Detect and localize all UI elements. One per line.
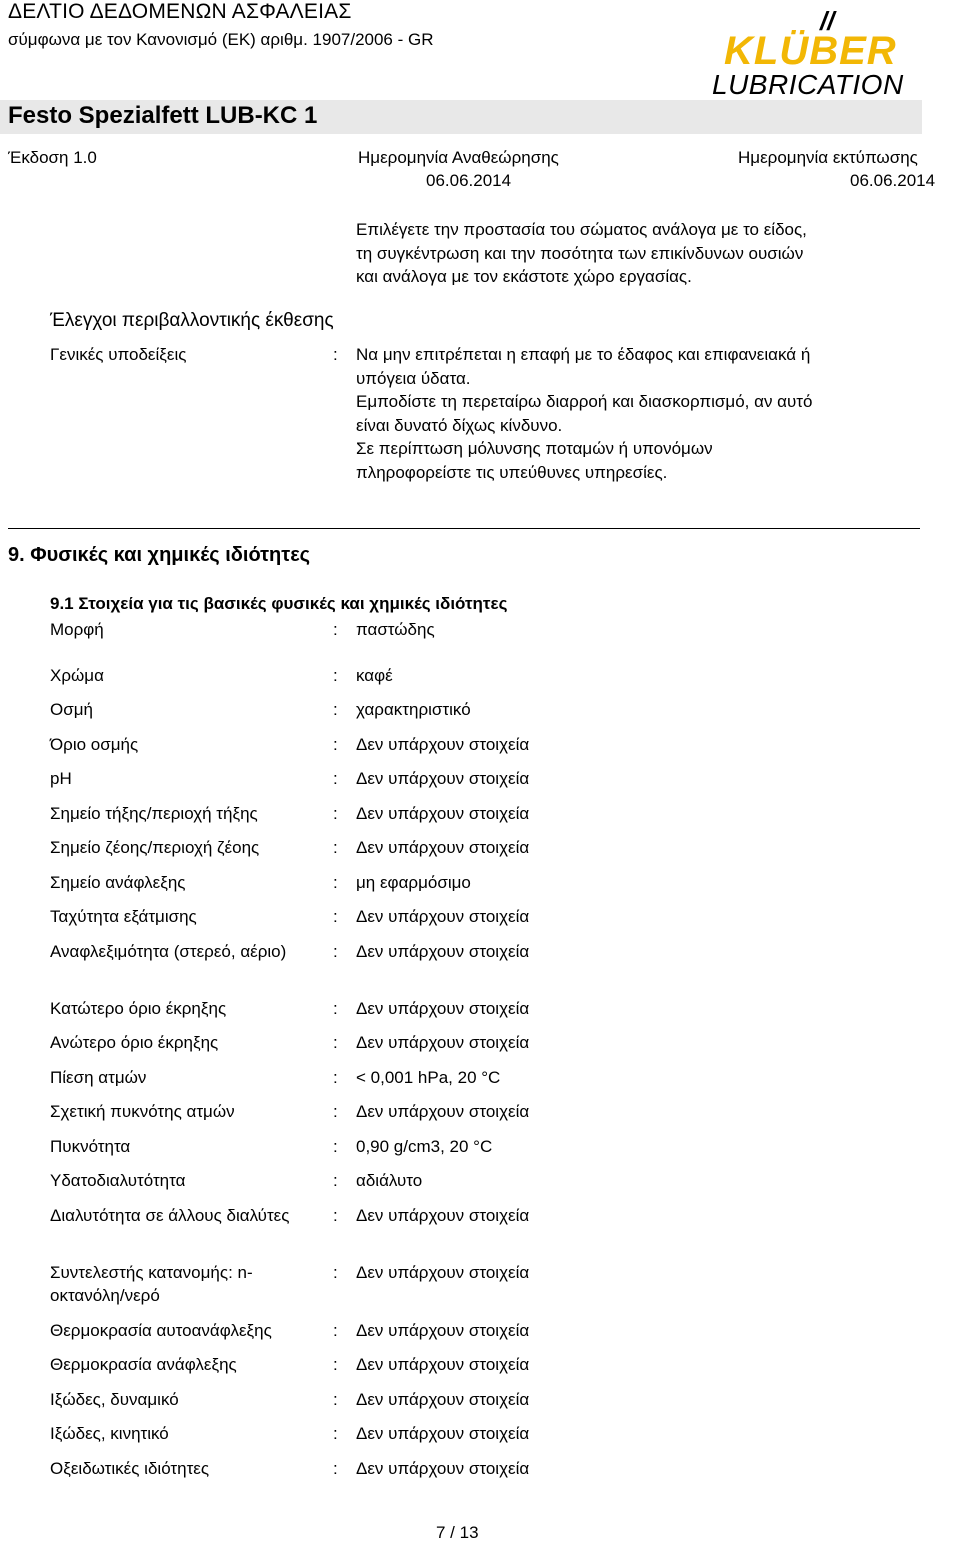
regulation-line: σύμφωνα με τον Κανονισμό (ΕΚ) αριθμ. 1907/2006 - GR	[8, 30, 434, 49]
product-name-bar	[0, 100, 922, 134]
property-colon: :	[333, 769, 338, 788]
property-label: Θερμοκρασία αυτοανάφλεξης	[50, 1321, 272, 1340]
property-colon: :	[333, 1321, 338, 1340]
svg-text:LUBRICATION: LUBRICATION	[712, 69, 904, 100]
document-title: ΔΕΛΤΙΟ ΔΕΔΟΜΕΝΩΝ ΑΣΦΑΛΕΙΑΣ	[8, 0, 352, 23]
property-value: Δεν υπάρχουν στοιχεία	[356, 1102, 530, 1121]
general-notes-label: Γενικές υποδείξεις	[50, 345, 187, 364]
text-line: πληροφορείστε τις υπεύθυνες υπηρεσίες.	[356, 462, 668, 482]
general-notes-text	[356, 343, 812, 484]
property-value: Δεν υπάρχουν στοιχεία	[356, 1263, 530, 1282]
property-value: Δεν υπάρχουν στοιχεία	[356, 804, 530, 823]
text-line: τη συγκέντρωση και την ποσότητα των επικίνδυνων ουσιών	[356, 243, 804, 263]
property-colon: :	[333, 804, 338, 823]
print-date: 06.06.2014	[850, 171, 936, 190]
property-colon: :	[333, 1137, 338, 1156]
revision-date-label: Ημερομηνία Αναθεώρησης	[358, 148, 559, 167]
property-label: Σημείο ανάφλεξης	[50, 873, 186, 892]
property-value: παστώδης	[356, 620, 435, 639]
page-number: 7 / 13	[436, 1523, 479, 1542]
property-label: Σχετική πυκνότης ατμών	[50, 1102, 235, 1121]
property-value: Δεν υπάρχουν στοιχεία	[356, 999, 530, 1018]
property-value: 0,90 g/cm3, 20 °C	[356, 1137, 493, 1156]
revision-date: 06.06.2014	[426, 171, 512, 190]
property-value: χαρακτηριστικό	[356, 700, 471, 719]
property-label: pH	[50, 769, 72, 788]
text-line: Επιλέγετε την προστασία του σώματος ανάλογα με το είδος,	[356, 220, 807, 239]
property-value: Δεν υπάρχουν στοιχεία	[356, 769, 530, 788]
text-line: είναι δυνατό δίχως κίνδυνο.	[356, 415, 563, 435]
property-colon: :	[333, 1171, 338, 1190]
property-value: Δεν υπάρχουν στοιχεία	[356, 942, 530, 961]
property-colon: :	[333, 1068, 338, 1087]
property-colon: :	[333, 666, 338, 685]
text-line: υπόγεια ύδατα.	[356, 368, 471, 388]
text-line: Εμποδίστε τη περεταίρω διαρροή και διασκορπισμό, αν αυτό	[356, 392, 813, 411]
property-colon: :	[333, 999, 338, 1018]
property-colon: :	[333, 1102, 338, 1121]
body-protection-text	[356, 218, 807, 289]
svg-text://: //	[820, 6, 835, 36]
property-value: Δεν υπάρχουν στοιχεία	[356, 838, 530, 857]
property-colon: :	[333, 700, 338, 719]
property-value: Δεν υπάρχουν στοιχεία	[356, 1424, 530, 1443]
property-colon: :	[333, 1459, 338, 1478]
property-value: Δεν υπάρχουν στοιχεία	[356, 735, 530, 754]
print-date-label: Ημερομηνία εκτύπωσης	[738, 148, 918, 167]
version-label: Έκδοση 1.0	[8, 148, 97, 167]
property-label: Ταχύτητα εξάτμισης	[50, 907, 197, 926]
section-9-1-subtitle: 9.1 Στοιχεία για τις βασικές φυσικές και χημικές ιδιότητες	[50, 594, 508, 613]
property-label: Αναφλεξιμότητα (στερεό, αέριο)	[50, 942, 287, 961]
property-value: Δεν υπάρχουν στοιχεία	[356, 907, 530, 926]
property-colon: :	[333, 907, 338, 926]
property-colon: :	[333, 838, 338, 857]
property-colon: :	[333, 873, 338, 892]
property-label: Ιξώδες, δυναμικό	[50, 1390, 179, 1409]
property-colon: :	[333, 1424, 338, 1443]
kluber-logo	[708, 6, 952, 100]
property-label: Ιξώδες, κινητικό	[50, 1424, 169, 1443]
product-name: Festo Spezialfett LUB-KC 1	[8, 102, 318, 129]
property-value: Δεν υπάρχουν στοιχεία	[356, 1206, 530, 1225]
property-label: Ανώτερο όριο έκρηξης	[50, 1033, 219, 1052]
property-label: Πίεση ατμών	[50, 1068, 147, 1087]
property-colon: :	[333, 1263, 338, 1282]
property-label: Θερμοκρασία ανάφλεξης	[50, 1355, 237, 1374]
property-label: Σημείο ζέοης/περιοχή ζέοης	[50, 838, 260, 857]
text-line: Σε περίπτωση μόλυνσης ποταμών ή υπονόμων	[356, 439, 713, 458]
property-label: Υδατοδιαλυτότητα	[50, 1171, 186, 1190]
property-label: Σημείο τήξης/περιοχή τήξης	[50, 804, 258, 823]
property-value: αδιάλυτο	[356, 1171, 423, 1190]
property-label: Διαλυτότητα σε άλλους διαλύτες	[50, 1206, 290, 1225]
property-label: Πυκνότητα	[50, 1137, 131, 1156]
section-9-title: 9. Φυσικές και χημικές ιδιότητες	[8, 544, 311, 566]
svg-text:KLÜBER: KLÜBER	[724, 29, 897, 73]
property-label: Συντελεστής κατανομής: n-οκτανόλη/νερό	[50, 1263, 253, 1305]
property-value: Δεν υπάρχουν στοιχεία	[356, 1390, 530, 1409]
property-value: Δεν υπάρχουν στοιχεία	[356, 1459, 530, 1478]
property-label: Μορφή	[50, 620, 104, 639]
property-colon: :	[333, 1355, 338, 1374]
general-notes-colon: :	[333, 345, 338, 364]
property-label: Όριο οσμής	[50, 735, 139, 754]
property-value: καφέ	[356, 666, 393, 685]
section-divider	[8, 528, 920, 529]
property-label: Κατώτερο όριο έκρηξης	[50, 999, 227, 1018]
text-line: Να μην επιτρέπεται η επαφή με το έδαφος και επιφανειακά ή	[356, 345, 811, 364]
property-label: Οσμή	[50, 700, 93, 719]
property-colon: :	[333, 1033, 338, 1052]
property-label: Χρώμα	[50, 666, 104, 685]
property-colon: :	[333, 1390, 338, 1409]
property-colon: :	[333, 620, 338, 639]
property-value: Δεν υπάρχουν στοιχεία	[356, 1355, 530, 1374]
property-value: μη εφαρμόσιμο	[356, 873, 471, 892]
property-colon: :	[333, 1206, 338, 1225]
text-line: και ανάλογα με τον εκάστοτε χώρο εργασίας.	[356, 267, 692, 286]
property-value: < 0,001 hPa, 20 °C	[356, 1068, 501, 1087]
property-value: Δεν υπάρχουν στοιχεία	[356, 1033, 530, 1052]
property-colon: :	[333, 735, 338, 754]
property-colon: :	[333, 942, 338, 961]
environmental-heading: Έλεγχοι περιβαλλοντικής έκθεσης	[50, 310, 334, 331]
property-label: Οξειδωτικές ιδιότητες	[50, 1459, 210, 1478]
property-value: Δεν υπάρχουν στοιχεία	[356, 1321, 530, 1340]
